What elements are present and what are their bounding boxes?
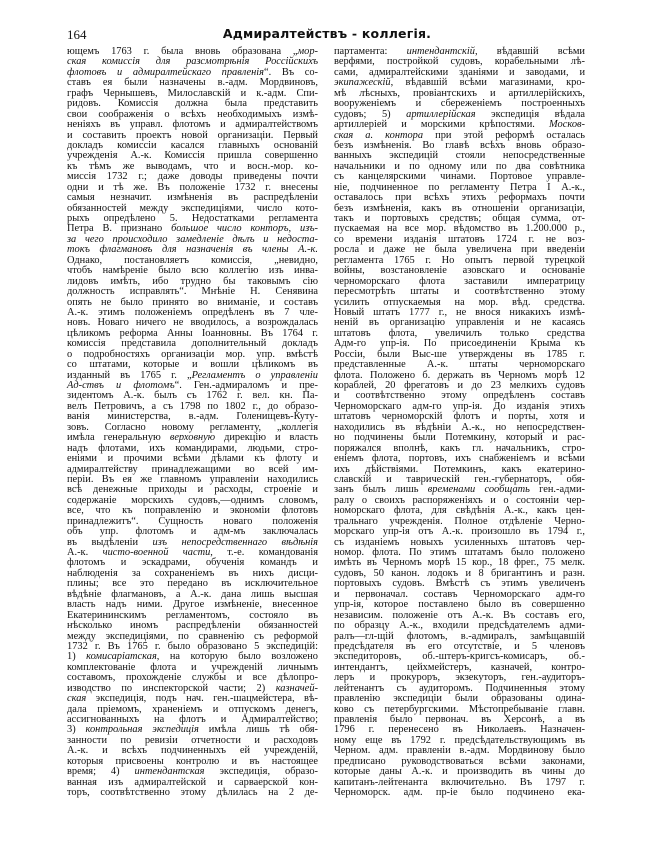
text-line: [334, 788, 585, 798]
italic-text: токъ флагмановъ для назначенія въ члены А.-к.: [67, 244, 318, 256]
text-segment: самыя незначит. измѣненія въ распредѣленіи: [67, 192, 318, 204]
page-title: Адмиралтействъ - коллегія.: [222, 26, 432, 41]
text-segment: о подробностяхъ организаціи мор. упр. вмѣстѣ: [67, 348, 318, 360]
text-segment: предсѣдателя въ его отсутствіе, и 5 членовъ: [334, 640, 585, 652]
italic-text: казначей-: [275, 682, 318, 694]
text-segment: интендантъ, цейхмейстеръ, казначей, контро-: [334, 661, 585, 673]
text-segment: “. Въ со-: [264, 66, 318, 78]
text-segment: при этой реформѣ осталась: [423, 129, 585, 141]
text-segment: въ выдѣленіи: [67, 536, 153, 548]
text-segment: свои соображенія о всѣхъ необходимыхъ измѣ-: [67, 108, 318, 120]
text-segment: Однако, постановляетъ комиссія, „невидно,: [67, 254, 318, 266]
text-segment: кораблей, 20 фрегатовъ и до 23 мелкихъ судовъ: [334, 380, 585, 391]
text-segment: , т.-е. командованія: [210, 547, 318, 558]
italic-text: Регламентъ о управленіи: [191, 369, 319, 381]
text-segment: съ изданіемъ новыхъ усиленныхъ штатовъ чер-: [334, 536, 585, 548]
italic-text: артиллерійская: [406, 108, 476, 120]
italic-text: интендантская: [134, 766, 205, 778]
text-segment: съ канцелярскими чинами. Портовое управле-: [334, 171, 585, 183]
text-segment: дирекцію и власть: [215, 432, 318, 444]
text-segment: А.-к. этимъ положеніемъ опредѣленъ въ 7 чле-: [67, 306, 318, 318]
italic-text: ская комиссія для разсмотрѣнія Россійскихъ: [67, 56, 318, 68]
italic-text: контрольная экспедиція: [85, 724, 199, 736]
text-segment: усилить отпускаемыя на мор. вѣд. средства.: [334, 296, 585, 308]
text-segment: новъ. Новаго ничего не вводилось, а возрождалась: [67, 317, 318, 329]
text-segment: оставалось при всѣхъ этихъ реформахъ почти: [334, 192, 585, 204]
text-segment: штатовъ флота, увеличилъ только средства: [334, 327, 585, 339]
text-segment: ково съ петербургскими. Мѣстопребываніе главн.: [334, 703, 585, 715]
text-segment: ному еще въ 1792 г. предсѣдательствующимъ въ: [334, 734, 585, 746]
text-segment: флотомъ и эскадрами, обученія командъ и: [67, 557, 318, 569]
text-segment: экспедиція, образо-: [204, 766, 318, 778]
text-segment: войны, возстановленіе азовскаго и основаніе: [334, 265, 585, 277]
text-segment: докладъ комиссіи касался главныхъ основаній: [67, 139, 318, 151]
text-segment: находились въ вѣдѣніи А.-к., но непосредствен-: [334, 421, 585, 433]
text-segment: зидентомъ А.-к. былъ съ 1762 г. вел. кн. Па-: [67, 390, 318, 402]
italic-text: чисто-военной части: [102, 547, 211, 558]
text-segment: принадлежитъ“. Сущность новаго положенія: [67, 515, 318, 527]
text-segment: сами, адмиралтейскими зданіями и заводами, и: [334, 66, 585, 78]
text-segment: тральнаго учрежденія. Полное отдѣленіе Черно-: [334, 515, 585, 527]
text-segment: партамента:: [334, 46, 407, 57]
text-segment: А.-к. и всѣхъ подчиненныхъ ей учрежденій,: [67, 745, 318, 757]
italic-text: флотовъ и адмиралтейскаго правленія: [67, 66, 264, 78]
text-segment: независим. положеніе отъ А.-к. Въ составъ его,: [334, 609, 585, 621]
text-segment: одни и тѣ же. Въ положеніе 1732 г. внесены: [67, 181, 318, 193]
text-segment: экспедиція, подъ нач. ген.-шацмейстера, вѣ-: [86, 693, 318, 705]
italic-text: Ад-ствъ и флотомъ: [67, 380, 175, 391]
text-segment: нѣсколько иномъ распредѣленіи обязанностей: [67, 620, 318, 632]
text-segment: 3): [67, 724, 86, 736]
text-segment: лейтенантъ съ аудиторомъ. Подчиненныя этому: [334, 682, 585, 694]
text-segment: представленные А.-к. штаты черноморскаго: [334, 359, 585, 371]
text-segment: Черноморск. адм. пр-іе было подчинено ека-: [334, 787, 585, 799]
text-segment: славскій и таврическій ген.-губернаторъ, обя-: [334, 473, 585, 485]
text-segment: вооруженіемъ и сбереженіемъ построенныхъ: [334, 98, 585, 110]
text-segment: капитанъ-лейтенанта включительно. Въ 1797 г.: [334, 776, 585, 788]
text-segment: власть надъ ними. Другое измѣненіе, внесенное: [67, 599, 318, 611]
text-segment: вѣдѣніе флагмановъ, а А.-к. дана лишь высшая: [67, 588, 318, 600]
text-segment: изводство по инспекторской части; 2): [67, 682, 276, 694]
text-segment: объ упр. флотомъ и адм-мъ заключалась: [67, 526, 318, 538]
text-segment: Новый штатъ 1777 г., не внося никакихъ измѣ-: [334, 306, 585, 318]
text-segment: періи. Въ ея же главномъ управленіи находились: [67, 473, 318, 485]
text-segment: артиллеріей и морскими крѣпостями.: [334, 119, 550, 131]
text-segment: учрежденія А.-к. Комиссія пришла совершенно: [67, 150, 318, 162]
text-segment: надъ флотами, ихъ командирами, людьми, стро-: [67, 442, 318, 454]
text-segment: имѣла генеральную: [67, 432, 170, 444]
text-segment: рыхъ опредѣлено 5. Недостатками регламента: [67, 213, 318, 224]
italic-text: мор-: [297, 46, 318, 57]
text-segment: и первоначал. составъ Черноморскаго адм-го: [334, 588, 585, 600]
text-segment: ванная изъ адмиралтейской и сарваерской кон-: [67, 776, 318, 788]
text-segment: штатовъ черноморскій флотъ и порты, хотя и: [334, 411, 585, 423]
text-segment: комплектованіе флота и учрежденій личнымъ: [67, 661, 318, 673]
text-segment: имѣть въ Черномъ морѣ 15 кор., 18 фрег., 75 мелк.: [334, 557, 585, 569]
italic-text: ская: [67, 693, 87, 705]
text-segment: флота. Положено б. держать въ Черномъ морѣ 12: [334, 369, 585, 381]
text-segment: занности по ревизіи отчетности и расходовъ: [67, 734, 318, 746]
text-segment: Адм-го упр-ія. По присоединеніи Крыма къ: [334, 338, 585, 350]
text-segment: , вѣдавшій всѣми: [474, 46, 585, 57]
text-segment: графъ Чернышевъ, Милославскій и к.-адм. Спи-: [67, 87, 318, 99]
text-segment: содержаніе морскихъ судовъ,—однимъ словомъ,: [67, 494, 318, 506]
text-segment: Черноморскаго адм-го упр-ія. До изданія этихъ: [334, 400, 585, 412]
text-segment: и соотвѣтственно этому опредѣленъ составъ: [334, 390, 585, 402]
text-segment: регламента 1765 г. Но опытъ первой турецкой: [334, 254, 585, 266]
text-segment: неніяхъ въ управл. флотомъ и адмиралтействомъ: [67, 119, 318, 131]
italic-text: за чего происходило замедленіе дѣлъ и недоста-: [67, 233, 318, 245]
text-segment: по образцу А.-к., входили предсѣдателемъ адми-: [334, 620, 585, 632]
text-segment: зовъ. Согласно новому регламенту, „коллегія: [67, 421, 318, 433]
italic-text: большое число конторъ, изъ-: [171, 223, 318, 235]
text-segment: такъ и портовыхъ средствъ; общая сумма, от-: [334, 213, 585, 224]
text-segment: номорскаго флота, для свѣдѣнія А.-к., какъ цен-: [334, 505, 585, 517]
text-column-right: [334, 47, 585, 799]
text-segment: и составить проектъ новой организаціи. Первый: [67, 129, 318, 141]
text-segment: номор. флота. По этимъ штатамъ было положено: [334, 547, 585, 558]
text-segment: еніями и прочими всѣми дѣлами къ флоту и: [67, 453, 318, 465]
text-segment: занъ былъ лишь: [334, 484, 428, 496]
text-segment: адмиралтейству принадлежащими во всей им-: [67, 463, 318, 475]
text-segment: ассигнованныхъ на флотъ и Адмиралтейство;: [67, 714, 318, 725]
text-segment: ген.-адми-: [529, 484, 585, 496]
text-segment: правленія было первонач. въ Херсонѣ, а въ: [334, 714, 585, 725]
text-segment: имѣла лишь тѣ обя-: [198, 724, 318, 736]
text-segment: экспедиція вѣдала: [475, 108, 585, 120]
text-segment: безъ измѣненія. Во главѣ всѣхъ вновь образо-: [334, 139, 585, 151]
text-segment: должность исправлять“. Мнѣніе Н. Сенявина: [67, 286, 318, 298]
text-segment: судовъ; 5): [334, 108, 407, 120]
text-segment: неній въ организацію управленія и не касаясь: [334, 317, 585, 329]
text-segment: А.-к.: [67, 547, 103, 558]
text-segment: портовыхъ судовъ. Вмѣстѣ съ этимъ увеличенъ: [334, 578, 585, 590]
text-segment: велъ Петровичъ, а съ 1798 по 1802 г., до образо-: [67, 400, 318, 412]
text-segment: опять не было принято во вниманіе, и составъ: [67, 296, 318, 308]
italic-text: изъ непосредственнаго вѣдѣнія: [152, 536, 319, 548]
text-segment: Екатерининскимъ регламентомъ, состояло въ: [67, 609, 318, 621]
text-segment: пускаемая на все мор. вѣдомство въ 1.200.000 р.,: [334, 223, 585, 235]
text-segment: торъ, соотвѣтственно этому дѣлилась на 2 де-: [67, 787, 318, 799]
text-segment: плины; все это передано въ исключительное: [67, 578, 318, 590]
text-segment: ванныхъ экспедицій стояли непосредственные: [334, 150, 585, 162]
text-segment: между экспедиціями, по сравненію съ реформой: [67, 630, 318, 642]
text-segment: обязанностей между экспедиціями, число кото-: [67, 202, 318, 214]
text-segment: цѣликомъ реформа Анны Іоанновны. Въ 1764 г.: [67, 327, 318, 339]
text-segment: всѣ денежные приходы и расходы, строеніе и: [67, 484, 318, 496]
text-segment: лидовъ имѣть, ибо трудно бы таковымъ сію: [67, 275, 318, 287]
text-segment: къ тѣмъ же выводамъ, что и восн.-мор. ко-: [67, 160, 318, 172]
text-segment: Черном. адм. правленіи в.-адм. Мордвинову было: [334, 745, 585, 757]
text-segment: со штатами, которые и вошли цѣликомъ въ: [67, 359, 318, 371]
text-segment: Петра В. признано: [67, 223, 172, 235]
text-segment: наблюденія за сохраненіемъ въ нихъ дисци-: [67, 567, 318, 579]
text-segment: морскаго упр-ія отъ А.-к. произошло въ 1794 г.,: [334, 526, 585, 538]
text-segment: правленію экспедиціи были образованы одина-: [334, 693, 585, 705]
italic-text: Москов-: [549, 119, 585, 131]
text-segment: но подчинены были Потемкину, который и рас-: [334, 432, 585, 444]
text-segment: комиссія представила дополнительный докладъ: [67, 338, 318, 350]
text-segment: 1732 г. Въ 1765 г. было образовано 5 экспедицій:: [67, 640, 318, 652]
italic-text: интендантскій: [406, 46, 475, 57]
text-segment: безъ измѣненія, какъ въ отношеніи организаціи,: [334, 202, 585, 214]
text-segment: все, что къ поправленію и экономіи флотовъ: [67, 505, 318, 517]
text-segment: росла и даже не была увеличена при введеніи: [334, 244, 585, 256]
text-segment: поряжался вполнѣ, какъ гл. начальникъ, стро-: [334, 442, 585, 454]
text-segment: ихъ дѣйствіями. Потемкинъ, какъ екатерино-: [334, 463, 585, 475]
text-segment: верфями, постройкой судовъ, корабельными лѣ-: [334, 56, 585, 68]
text-segment: составомъ, прохожденіе службы и все дѣлопро-: [67, 672, 318, 684]
text-segment: дала пріемомъ, храненіемъ и отпускомъ денегъ,: [67, 703, 318, 715]
text-segment: 1796 г. перенесено въ Николаевъ. Назначен-: [334, 724, 585, 736]
text-segment: которыя присвоены контролю и въ настоящее: [67, 755, 318, 767]
text-segment: ралу о своихъ распоряженіяхъ и о состояніи чер-: [334, 494, 585, 506]
text-segment: время; 4): [67, 766, 135, 778]
text-segment: ванія министерства, в.-адм. Голенищевъ-Куту-: [67, 411, 318, 423]
text-segment: мѣ лѣсныхъ, провіантскихъ и артиллерійскихъ,: [334, 87, 585, 99]
text-segment: ніе, подчиненное по регламенту Петра I А.-к.,: [334, 181, 585, 193]
text-segment: миссія 1732 г.; даже доводы приведены почти: [67, 171, 318, 183]
italic-text: комисаріатская: [86, 651, 157, 663]
text-segment: черноморскаго флота заставили императрицу: [334, 275, 585, 287]
page-number: 164: [67, 27, 87, 42]
text-segment: “. Ген.-адмираломъ и пре-: [174, 380, 318, 391]
text-segment: предписано руководствоваться всѣми законами,: [334, 755, 585, 767]
text-segment: пересмотрѣть штаты и соотвѣтственно этому: [334, 286, 585, 298]
text-segment: 1): [67, 651, 87, 663]
text-segment: начальники и по одному или по два совѣтника: [334, 160, 585, 172]
text-segment: экспедиторовъ, об.-штеръ-кригсъ-комисаръ, об.-: [334, 651, 585, 663]
text-segment: , на которую было возложено: [156, 651, 318, 663]
italic-text: верховную: [169, 432, 216, 444]
text-segment: Россіи, были Выс-ше утверждены въ 1785 г.: [334, 348, 585, 360]
text-segment: которые даны А.-к. и производить въ чины до: [334, 766, 585, 778]
text-segment: еніемъ флота, портовъ, ихъ снабженіемъ и всѣми: [334, 453, 585, 465]
text-segment: чтобъ намѣреніе было всю коллегію изъ инва-: [67, 265, 318, 277]
text-segment: ридовъ. Комиссія должна была представить: [67, 98, 318, 110]
italic-text: ская а. контора: [334, 129, 424, 141]
text-segment: изданный въ 1765 г. „: [67, 369, 192, 381]
text-segment: судовъ, 50 канон. лодокъ и 8 бригантинъ и разн.: [334, 567, 585, 579]
italic-text: экипажескій: [334, 77, 391, 89]
text-segment: упр-ія, которое поставлено было въ совершенно: [334, 599, 585, 611]
text-segment: со времени изданія штатовъ 1724 г. не воз-: [334, 233, 585, 245]
text-segment: ющемъ 1763 г. была вновь образована „: [67, 46, 298, 57]
text-line: [67, 788, 318, 798]
italic-text: временами сообщать: [427, 484, 530, 496]
text-segment: ралъ—гл-щій флотомъ, в.-адмиралъ, замѣщавшій: [334, 630, 585, 642]
text-segment: леръ и прокуроръ, экзекуторъ, ген.-аудиторъ-: [334, 672, 585, 684]
text-segment: ставъ ея были назначены в.-адм. Мордвиновъ,: [67, 77, 318, 89]
text-column-left: [67, 47, 318, 799]
text-segment: , вѣдавшій всѣми магазинами, кро-: [390, 77, 585, 89]
